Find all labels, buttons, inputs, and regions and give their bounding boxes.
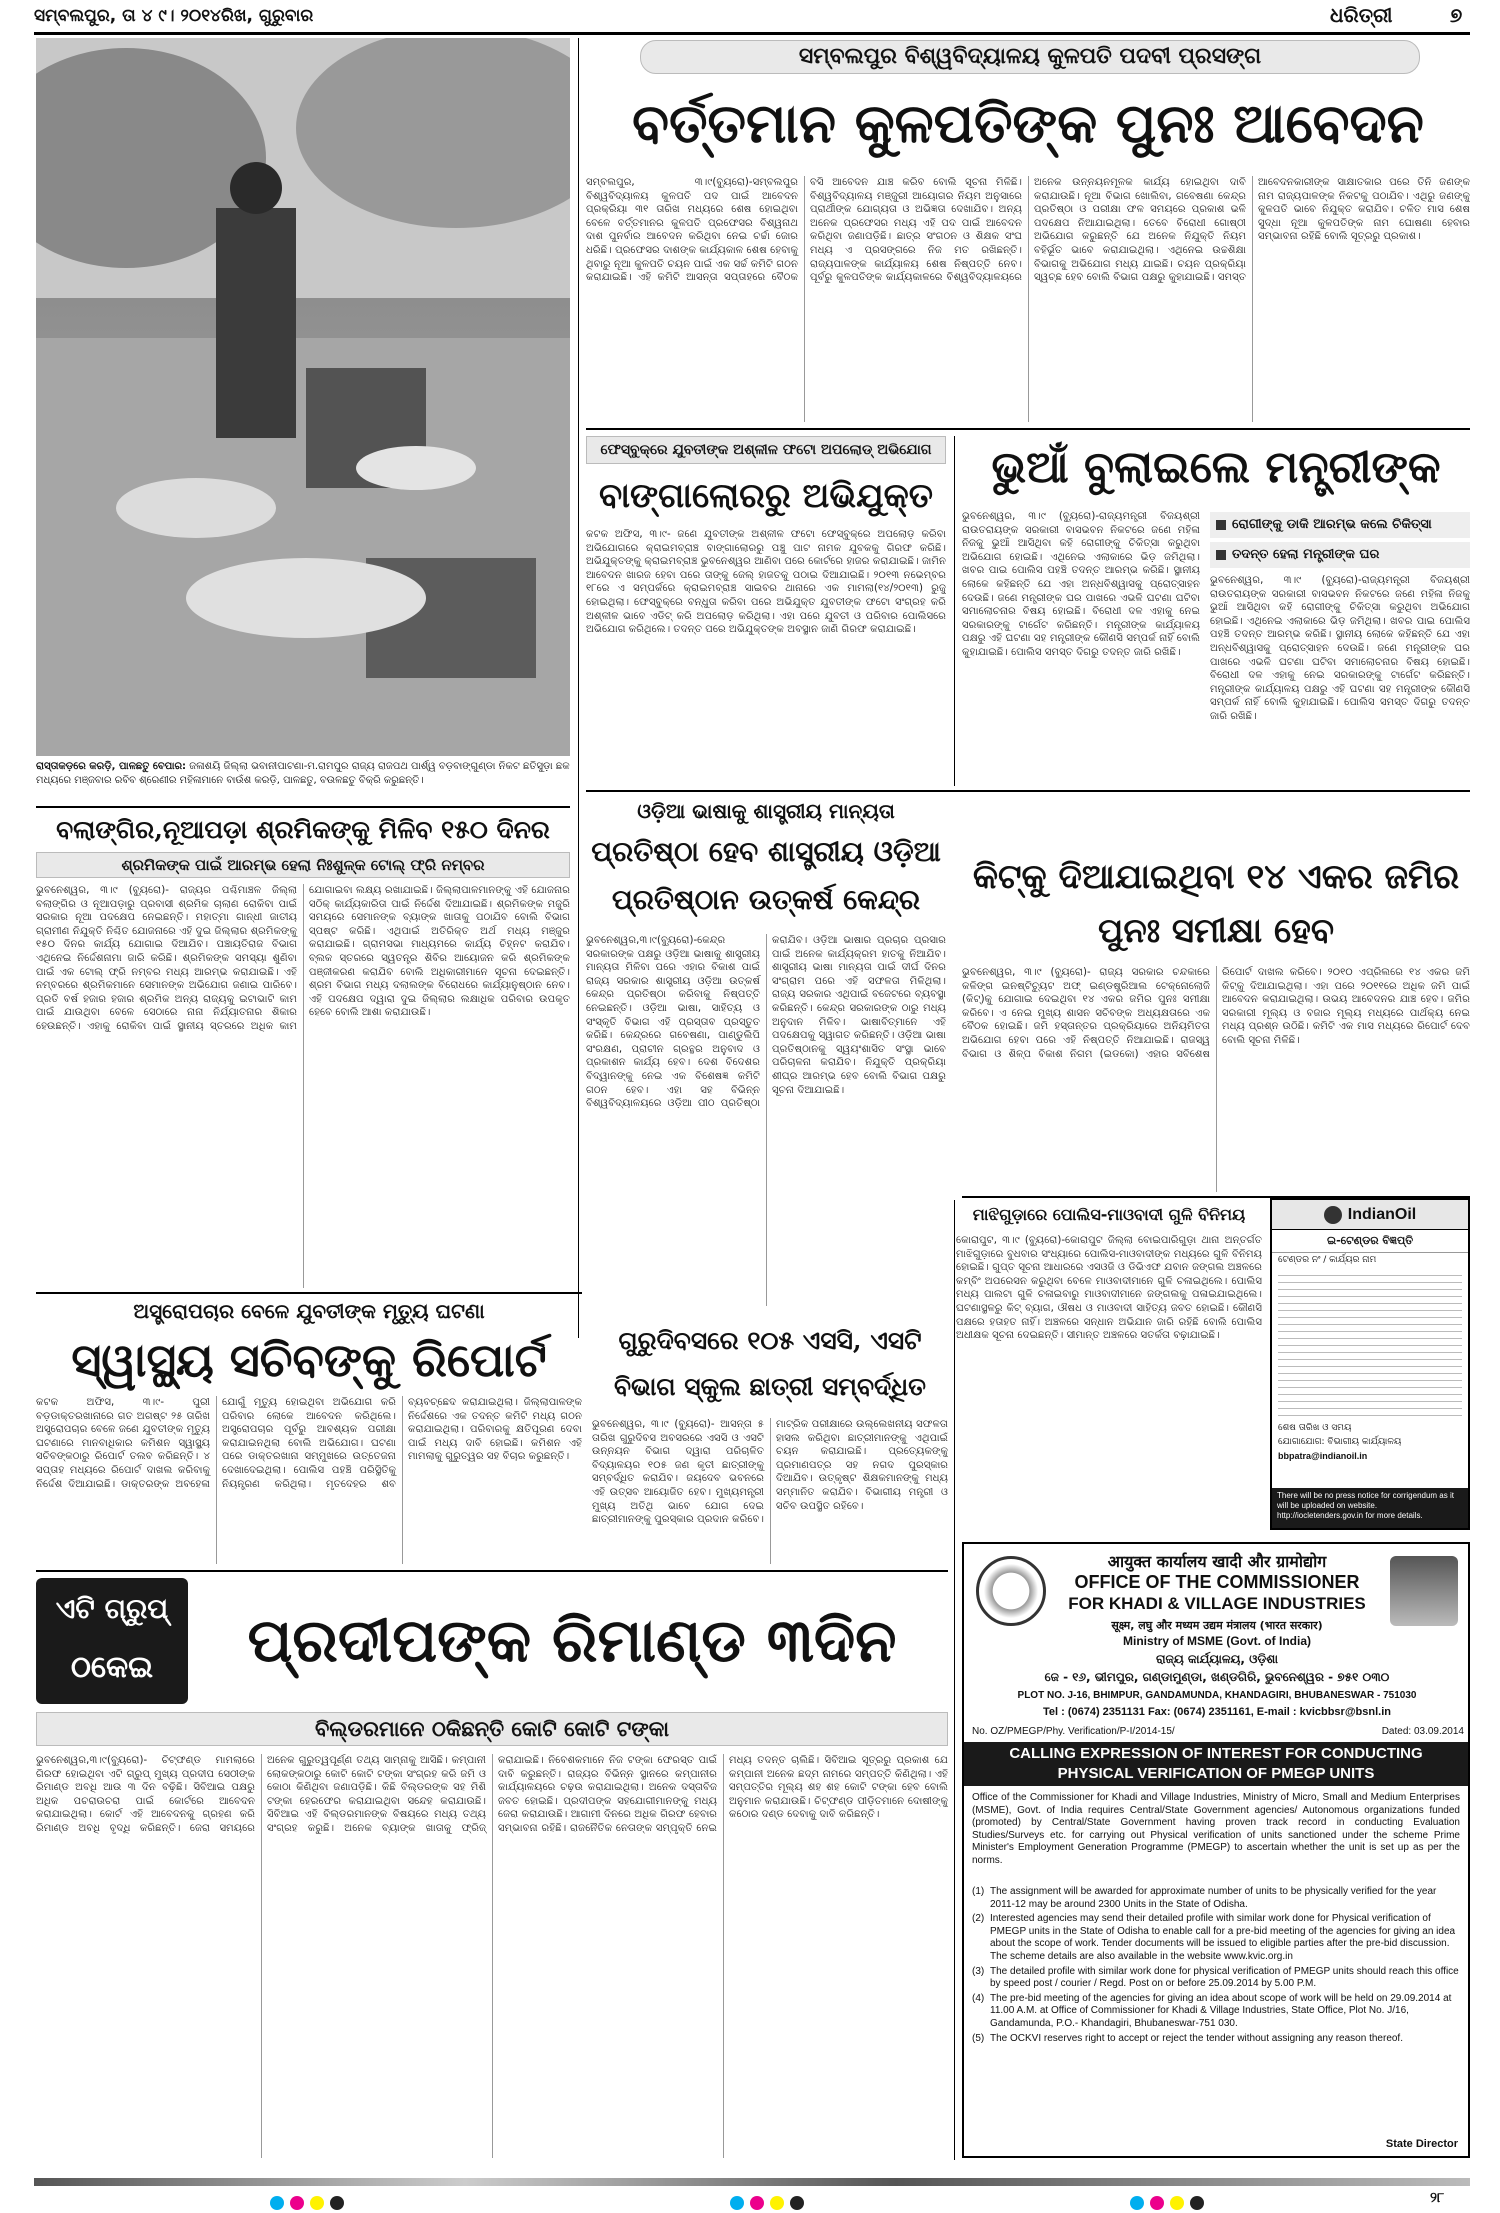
minister-sub1 [1210, 512, 1470, 538]
kvic-plot-or: ଜେ - ୧୬, ଭୀମପୁର, ଗଣ୍ଡାମୁଣ୍ଡା, ଖଣ୍ଡଗିରି, ଭୁବନେଶ୍ୱର - ୭୫୧ ୦୩୦ [1044, 1670, 1390, 1684]
iocl-brand: IndianOil [1347, 1205, 1417, 1223]
bolangir-headline: ବଲାଙ୍ଗିର,ନୂଆପଡ଼ା ଶ୍ରମିକଙ୍କୁ ମିଳିବ ୧୫୦ ଦିନର [56, 815, 550, 844]
reg-mark-yellow-2-icon [770, 2196, 784, 2210]
kvic-point-num-5: (5) [972, 2032, 985, 2044]
kvic-hindi-title: आयुक्त कार्यालय खादी और ग्रामोद्योग [1107, 1552, 1327, 1571]
maoist-headline: ମାଝିଗୁଡ଼ାରେ ପୋଲିସ-ମାଓବାଦୀ ଗୁଳି ବିନିମୟ [972, 1205, 1246, 1224]
kvic-logo-right-icon [1390, 1556, 1458, 1626]
ad-group-box [36, 1578, 188, 1704]
sub2-bullet-icon [1216, 550, 1226, 560]
bolangir-kicker: ଶ୍ରମିକଙ୍କ ପାଇଁ ଆରମ୍ଭ ହେଲା ନିଃଶୁଳ୍କ ଟୋଲ୍ ଫ୍ରି ନମ୍ବର [36, 852, 570, 878]
photo-caption-text: ଜଳାଶୟି ଜିଲ୍ଲା ଭବାନୀପାଟଣା-ମ.ରାମପୁର ରାଜ୍ୟ ରାଜପଥ ପାର୍ଶ୍ୱ ବଡ଼ବାଙ୍ଗୁଣ୍ଡା ନିକଟ ଛତିସୁଡ଼ା ଛକ ମଧ୍ୟରେ ମଞ୍ଜବାର ରବିବ ଶ୍ରେଣୀର ମହିଳାମାନେ ବାଉଁଶ କରଡ଼ି, ପାଳଛତୁ, ବଉଳଛତୁ ବିକ୍ରି କରୁଛନ୍ତି। [36, 761, 570, 786]
kvic-point-num-3: (3) [972, 1965, 985, 1977]
kvic-point-3 [972, 1966, 1460, 1991]
odia-headline: ପ୍ରତିଷ୍ଠା ହେବ ଶାସ୍ତ୍ରୀୟ ଓଡ଼ିଆ ପ୍ରତିଷ୍ଠାନ ଉତ୍କର୍ଷ କେନ୍ଦ୍ର [591, 835, 941, 916]
footer-rule [34, 2178, 1470, 2186]
health-rule-top [36, 1292, 582, 1294]
top-story-body: ସମ୍ବଲପୁର, ୩।୯(ବ୍ୟୁରୋ)-ସମ୍ବଲପୁର ବିଶ୍ୱବିଦ୍ୟାଳୟ କୁଳପତି ପଦ ପାଇଁ ଆବେଦନ ପ୍ରକ୍ରିୟା ୩୧ ତାରିଖ ମଧ୍ୟରେ ଶେଷ ହୋଇଥିବା ବେଳେ ବର୍ତ୍ତମାନର କୁଳପତି ପ୍ରଫେସର ବିଶ୍ୱନାଥ ଦାଶ ପୁନର୍ବାର ଆବେଦନ କରିଥିବା ନେଇ ଚର୍ଚ୍ଚା ଜୋର ଧରିଛି। ପ୍ରଫେସର ଦାଶଙ୍କ କାର୍ଯ୍ୟକାଳ ଶେଷ ହେବାକୁ ଥିବାରୁ ନୂଆ କୁଳପତି ଚୟନ ପାଇଁ ଏକ ସର୍ଚ୍ଚ କମିଟି ଗଠନ କରାଯାଇଛି। ଏହି କମିଟି ଆସନ୍ତା ସପ୍ତାହରେ ବୈଠକ ବସି ଆବେଦନ ଯାଞ୍ଚ କରିବ ବୋଲି ସୂଚନା ମିଳିଛି। ବିଶ୍ୱବିଦ୍ୟାଳୟ ମଞ୍ଜୁରୀ ଆୟୋଗର ନିୟମ ଅନୁସାରେ ପ୍ରାର୍ଥୀଙ୍କ ଯୋଗ୍ୟତା ଓ ଅଭିଜ୍ଞତା ଦେଖାଯିବ। ଅନ୍ୟ ଅନେକ ପ୍ରଫେସର ମଧ୍ୟ ଏହି ପଦ ପାଇଁ ଆବେଦନ କରିଥିବା ଜଣାପଡ଼ିଛି। ଛାତ୍ର ସଂଗଠନ ଓ ଶିକ୍ଷକ ସଂଘ ମଧ୍ୟ ଏ ପ୍ରସଙ୍ଗରେ ନିଜ ମତ ରଖିଛନ୍ତି। ରାଜ୍ୟପାଳଙ୍କ କାର୍ଯ୍ୟାଳୟ ଶେଷ ନିଷ୍ପତ୍ତି ନେବ। ପୂର୍ବରୁ କୁଳପତିଙ୍କ କାର୍ଯ୍ୟକାଳରେ ବିଶ୍ୱବିଦ୍ୟାଳୟରେ ଅନେକ ଉନ୍ନୟନମୂଳକ କାର୍ଯ୍ୟ ହୋଇଥିବା ଦାବି କରାଯାଉଛି। ନୂଆ ବିଭାଗ ଖୋଲିବା, ଗବେଷଣା କେନ୍ଦ୍ର ପ୍ରତିଷ୍ଠା ଓ ପରୀକ୍ଷା ଫଳ ସମୟରେ ପ୍ରକାଶ ଭଳି ପଦକ୍ଷେପ ନିଆଯାଇଥିଲା। ତେବେ ବିରୋଧୀ ଗୋଷ୍ଠୀ ଅଭିଯୋଗ କରୁଛନ୍ତି ଯେ ଅନେକ ନିଯୁକ୍ତି ନିୟମ ବହିର୍ଭୂତ ଭାବେ କରାଯାଇଥିଲା। ଏଥିନେଇ ଉଚ୍ଚଶିକ୍ଷା ବିଭାଗକୁ ଅଭିଯୋଗ ମଧ୍ୟ ଯାଇଛି। ଚୟନ ପ୍ରକ୍ରିୟା ସ୍ୱଚ୍ଛ ହେବ ବୋଲି ବିଭାଗ ପକ୍ଷରୁ କୁହାଯାଇଛି। ସମସ୍ତ ଆବେଦନକାରୀଙ୍କ ସାକ୍ଷାତକାର ପରେ ତିନି ଜଣଙ୍କ ନାମ ରାଜ୍ୟପାଳଙ୍କ ନିକଟକୁ ପଠାଯିବ। ଏଥିରୁ ଜଣଙ୍କୁ କୁଳପତି ଭାବେ ନିଯୁକ୍ତ କରାଯିବ। ଚଳିତ ମାସ ଶେଷ ସୁଦ୍ଧା ନୂଆ କୁଳପତିଙ୍କ ନାମ ଘୋଷଣା ହେବାର ସମ୍ଭାବନା ରହିଛି ବୋଲି ସୂତ୍ରରୁ ପ୍ରକାଶ। [586, 177, 1470, 284]
feature-photo-art [36, 38, 570, 756]
col-divider-left [578, 38, 579, 1338]
land-body: ଭୁବନେଶ୍ୱର, ୩।୯ (ବ୍ୟୁରୋ)- ରାଜ୍ୟ ସରକାର ଚନ୍ଦକାରେ କଳିଙ୍ଗ ଇନଷ୍ଟିଚ୍ୟୁଟ ଅଫ୍ ଇଣ୍ଡଷ୍ଟ୍ରିଆଲ ଟେକ୍ନୋଲୋଜି (କିଟ୍)କୁ ଯୋଗାଇ ଦେଇଥିବା ୧୪ ଏକର ଜମିର ପୁନଃ ସମୀକ୍ଷା କରିବେ। ଏ ନେଇ ମୁଖ୍ୟ ଶାସନ ସଚିବଙ୍କ ଅଧ୍ୟକ୍ଷତାରେ ଏକ ବୈଠକ ହୋଇଛି। ଜମି ହସ୍ତାନ୍ତର ପ୍ରକ୍ରିୟାରେ ଅନିୟମିତତା ଅଭିଯୋଗ ହେବା ପରେ ଏହି ନିଷ୍ପତ୍ତି ନିଆଯାଇଛି। ରାଜସ୍ୱ ବିଭାଗ ଓ ଶିଳ୍ପ ବିକାଶ ନିଗମ (ଇଡକୋ) ଏହାର ସବିଶେଷ ରିପୋର୍ଟ ଦାଖଲ କରିବେ। ୨୦୧୦ ଏପ୍ରିଲରେ ୧୪ ଏକର ଜମି କିଟ୍‌କୁ ଦିଆଯାଇଥିଲା। ଏହା ପରେ ୨୦୧୧ରେ ଅଧିକ ଜମି ପାଇଁ ଆବେଦନ କରାଯାଇଥିଲା। ଉଭୟ ଆବେଦନର ଯାଞ୍ଚ ହେବ। ଜମିର ସରକାରୀ ମୂଲ୍ୟ ଓ ବଜାର ମୂଲ୍ୟ ମଧ୍ୟରେ ପାର୍ଥକ୍ୟ ନେଇ ମଧ୍ୟ ପ୍ରଶ୍ନ ଉଠିଛି। କମିଟି ଏକ ମାସ ମଧ୍ୟରେ ରିପୋର୍ଟ ଦେବ ବୋଲି ସୂଚନା ମିଳିଛି। [962, 967, 1470, 1060]
land-headline: କିଟ୍‌କୁ ଦିଆଯାଇଥିବା ୧୪ ଏକର ଜମିର ପୁନଃ ସମୀକ୍ଷା ହେବ [972, 857, 1460, 951]
iocl-ad-footer: There will be no press notice for corrigendum as it will be uploaded on website. http://iocletenders.gov.in for more details. [1272, 1488, 1468, 1528]
ad-group-line1: ଏଟି ଗ୍ରୁପ୍ [55, 1592, 169, 1625]
top-story-kicker: ସମ୍ବଲପୁର ବିଶ୍ୱବିଦ୍ୟାଳୟ କୁଳପତି ପଦବୀ ପ୍ରସଙ୍ଗ [640, 40, 1420, 74]
kvic-point-text-3: The detailed profile with similar work done for physical verification of PMEGP units should reach this office by speed post / courier / Regd. Post on or before 25.09.2014 by 5.00 P.M. [990, 1965, 1459, 1990]
col-divider-right [954, 1200, 955, 2160]
kvic-points [972, 1886, 1460, 2130]
kvic-title1: OFFICE OF THE COMMISSIONER [1074, 1572, 1360, 1592]
photo-caption [36, 760, 570, 804]
kvic-point-text-2: Interested agencies may send their detailed profile with similar work done for Physical verification of PMEGP units in the State of Odisha to enable call for a pre-bid meeting of the agencies for giving an idea about the scope of work. Tender documents will be issued to eligible parties after the pre-bid discussion. The scheme details are also available in the website www.kvic.org.in [990, 1913, 1456, 1962]
kvic-point-num-1: (1) [972, 1886, 985, 1897]
iocl-ad-line-2: ଯୋଗାଯୋଗ: ବିଭାଗୀୟ କାର୍ଯ୍ୟାଳୟ [1278, 1437, 1402, 1447]
kvic-point-text-1: The assignment will be awarded for approximate number of units to be physically verified for the year 2011-12 may be around 2300 Units in the State of Odisha. [990, 1886, 1437, 1910]
kvic-title2: FOR KHADI & VILLAGE INDUSTRIES [1068, 1594, 1366, 1613]
iocl-ad [1270, 1198, 1470, 1530]
iocl-ad-line-1: ଶେଷ ତାରିଖ ଓ ସମୟ [1278, 1423, 1352, 1433]
kvic-dated: Dated: 03.09.2014 [1381, 1726, 1464, 1737]
iocl-ad-line-3: bbpatra@indianoil.in [1278, 1451, 1368, 1461]
page-number: ୭ [1450, 3, 1463, 27]
minister-sub2 [1210, 542, 1470, 568]
odia-kicker: ଓଡ଼ିଆ ଭାଷାକୁ ଶାସ୍ତ୍ରୀୟ ମାନ୍ୟତା [637, 799, 895, 823]
reg-mark-cyan-3-icon [1130, 2196, 1144, 2210]
kvic-ministry-en: Ministry of MSME (Govt. of India) [1123, 1634, 1311, 1648]
footer-page-marker: ୨୮ [1430, 2190, 1445, 2206]
minister-sub2-text: ତଦନ୍ତ ହେଲା ମନ୍ତ୍ରୀଙ୍କ ଘର [1232, 547, 1380, 562]
kvic-ref-no: No. OZ/PMEGP/Phy. Verification/P-I/2014-15/ [972, 1726, 1175, 1737]
maoist-body: କୋରାପୁଟ, ୩।୯ (ବ୍ୟୁରୋ)-କୋରାପୁଟ ଜିଲ୍ଲା ବୋଇପାରିଗୁଡ଼ା ଥାନା ଅନ୍ତର୍ଗତ ମାଝିଗୁଡ଼ାରେ ବୁଧବାର ସଂଧ୍ୟାରେ ପୋଲିସ-ମାଓବାଦୀଙ୍କ ମଧ୍ୟରେ ଗୁଳି ବିନିମୟ ହୋଇଛି। ଗୁପ୍ତ ସୂଚନା ଆଧାରରେ ଏସଓଜି ଓ ଡିଭିଏଫ ଯବାନ ଜଙ୍ଗଲ ଅଞ୍ଚଳରେ କମ୍ବିଂ ଅପରେସନ କରୁଥିବା ବେଳେ ମାଓବାଦୀମାନେ ଗୁଳି ଚଳାଇଥିଲେ। ପୋଲିସ ମଧ୍ୟ ପାଲଟା ଗୁଳି ଚଳାଇବାରୁ ମାଓବାଦୀମାନେ ଜଙ୍ଗଲକୁ ପଳାଇଯାଇଥିଲେ। ଘଟଣାସ୍ଥଳରୁ କିଟ୍ ବ୍ୟାଗ, ଔଷଧ ଓ ମାଓବାଦୀ ସାହିତ୍ୟ ଜବତ ହୋଇଛି। କୌଣସି ପକ୍ଷରେ ହତାହତ ନାହିଁ। ଅଞ୍ଚଳରେ ସନ୍ଧାନ ଅଭିଯାନ ଜାରି ରହିଛି ବୋଲି ପୋଲିସ ଅଧୀକ୍ଷକ ସୂଚନା ଦେଇଛନ୍ତି। ସୀମାନ୍ତ ଅଞ୍ଚଳରେ ସତର୍କତା ବଢ଼ାଯାଇଛି। [956, 1235, 1262, 1342]
iocl-ad-line-0: ଟେଣ୍ଡର ନଂ / କାର୍ଯ୍ୟର ନାମ [1272, 1252, 1468, 1267]
feature-photo [36, 38, 570, 756]
facebook-kicker: ଫେସ୍‌ବୁକ୍‌ରେ ଯୁବତୀଙ୍କ ଅଶ୍ଳୀଳ ଫଟୋ ଅପଲୋଡ୍ ଅଭିଯୋଗ [586, 436, 946, 464]
odia-body: ଭୁବନେଶ୍ୱର,୩।୯(ବ୍ୟୁରୋ)-କେନ୍ଦ୍ର ସରକାରଙ୍କ ପକ୍ଷରୁ ଓଡ଼ିଆ ଭାଷାକୁ ଶାସ୍ତ୍ରୀୟ ମାନ୍ୟତା ମିଳିବା ପରେ ଏହାର ବିକାଶ ପାଇଁ ରାଜ୍ୟ ସରକାର ଶାସ୍ତ୍ରୀୟ ଓଡ଼ିଆ ଉତ୍କର୍ଷ କେନ୍ଦ୍ର ପ୍ରତିଷ୍ଠା କରିବାକୁ ନିଷ୍ପତ୍ତି ନେଇଛନ୍ତି। ଓଡ଼ିଆ ଭାଷା, ସାହିତ୍ୟ ଓ ସଂସ୍କୃତି ବିଭାଗ ଏହି ପ୍ରସ୍ତାବ ପ୍ରସ୍ତୁତ କରିଛି। କେନ୍ଦ୍ରରେ ଗବେଷଣା, ପାଣ୍ଡୁଲିପି ସଂରକ୍ଷଣ, ପ୍ରାଚୀନ ଗ୍ରନ୍ଥର ଅନୁବାଦ ଓ ପ୍ରକାଶନ କାର୍ଯ୍ୟ ହେବ। ଦେଶ ବିଦେଶର ବିଦ୍ୱାନଙ୍କୁ ନେଇ ଏକ ବିଶେଷଜ୍ଞ କମିଟି ଗଠନ ହେବ। ଏହା ସହ ବିଭିନ୍ନ ବିଶ୍ୱବିଦ୍ୟାଳୟରେ ଓଡ଼ିଆ ପୀଠ ପ୍ରତିଷ୍ଠା କରାଯିବ। ଓଡ଼ିଆ ଭାଷାର ପ୍ରଚାର ପ୍ରସାର ପାଇଁ ଅନେକ କାର୍ଯ୍ୟକ୍ରମ ହାତକୁ ନିଆଯିବ। ଶାସ୍ତ୍ରୀୟ ଭାଷା ମାନ୍ୟତା ପାଇଁ ଦୀର୍ଘ ଦିନର ସଂଗ୍ରାମ ପରେ ଏହି ସଫଳତା ମିଳିଥିଲା। ରାଜ୍ୟ ସରକାର ଏଥିପାଇଁ ବଜେଟରେ ବ୍ୟବସ୍ଥା କରିଛନ୍ତି। କେନ୍ଦ୍ର ସରକାରଙ୍କ ଠାରୁ ମଧ୍ୟ ଅନୁଦାନ ମିଳିବ। ଭାଷାବିତ୍ମାନେ ଏହି ପଦକ୍ଷେପକୁ ସ୍ୱାଗତ କରିଛନ୍ତି। ଓଡ଼ିଆ ଭାଷା ପ୍ରତିଷ୍ଠାନକୁ ସ୍ୱୟଂଶାସିତ ସଂସ୍ଥା ଭାବେ ପରିଚାଳନା କରାଯିବ। ନିଯୁକ୍ତି ପ୍ରକ୍ରିୟା ଶୀଘ୍ର ଆରମ୍ଭ ହେବ ବୋଲି ବିଭାଗ ପକ୍ଷରୁ ସୂଚନା ଦିଆଯାଇଛି। [586, 935, 946, 1110]
kvic-point-text-4: The pre-bid meeting of the agencies for giving an idea about scope of work will be held on 29.09.2014 at 11.00 A.M. at Office of Commissioner for Khadi & Village Industries, State Office, Plot No. J/16, Gandamunda, P.O.- Khandagiri, Bhubaneswar-751 030. [990, 1992, 1452, 2029]
health-body: କଟକ ଅଫିସ, ୩।୯- ପୁରୀ ବଡ଼ଡାକ୍ତରଖାନାରେ ଗତ ଅଗଷ୍ଟ ୨୫ ତାରିଖ ଅସ୍ତ୍ରୋପଚାର ବେଳେ ଜଣେ ଯୁବତୀଙ୍କ ମୃତ୍ୟୁ ଘଟଣାରେ ମାନବାଧିକାର କମିଶନ ସ୍ୱାସ୍ଥ୍ୟ ସଚିବଙ୍କଠାରୁ ରିପୋର୍ଟ ତଲବ କରିଛନ୍ତି। ୪ ସପ୍ତାହ ମଧ୍ୟରେ ରିପୋର୍ଟ ଦାଖଲ କରିବାକୁ ନିର୍ଦ୍ଦେଶ ଦିଆଯାଇଛି। ଡାକ୍ତରଙ୍କ ଅବହେଳା ଯୋଗୁଁ ମୃତ୍ୟୁ ହୋଇଥିବା ଅଭିଯୋଗ କରି ପରିବାର ଲୋକେ ଆବେଦନ କରିଥିଲେ। ଅସ୍ତ୍ରୋପଚାର ପୂର୍ବରୁ ଆବଶ୍ୟକ ପରୀକ୍ଷା କରାଯାଇନଥିଲା ବୋଲି ଅଭିଯୋଗ। ଘଟଣା ପରେ ଡାକ୍ତରଖାନା ସମ୍ମୁଖରେ ଉତ୍ତେଜନା ଦେଖାଦେଇଥିଲା। ପୋଲିସ ପହଞ୍ଚି ପରିସ୍ଥିତିକୁ ନିୟନ୍ତ୍ରଣ କରିଥିଲା। ମୃତଦେହର ଶବ ବ୍ୟବଚ୍ଛେଦ କରାଯାଇଥିଲା। ଜିଲ୍ଲାପାଳଙ୍କ ନିର୍ଦ୍ଦେଶରେ ଏକ ତଦନ୍ତ କମିଟି ମଧ୍ୟ ଗଠନ କରାଯାଇଥିଲା। ପରିବାରକୁ କ୍ଷତିପୂରଣ ଦେବା ପାଇଁ ମଧ୍ୟ ଦାବି ହୋଇଛି। କମିଶନ ଏହି ମାମଲାକୁ ଗୁରୁତ୍ୱର ସହ ବିଚାର କରୁଛନ୍ତି। [36, 1397, 582, 1490]
kvic-point-4 [972, 1993, 1460, 2031]
reg-mark-cyan-2-icon [730, 2196, 744, 2210]
kvic-point-text-5: The OCKVI reserves right to accept or reject the tender without assigning any reason thereof. [990, 2032, 1403, 2044]
kvic-point-1 [972, 1886, 1460, 1911]
school-headline: ଗୁରୁଦିବସରେ ୧୦୫ ଏସସି, ଏସଟି ବିଭାଗ ସ୍କୁଲ ଛାତ୍ରୀ ସମ୍ବର୍ଦ୍ଧିତ [613, 1326, 927, 1401]
reg-mark-yellow-icon [310, 2196, 324, 2210]
facebook-headline: ବାଙ୍ଗାଲୋରରୁ ଅଭିଯୁକ୍ତ [599, 476, 933, 516]
reg-mark-yellow-3-icon [1170, 2196, 1184, 2210]
masthead-brand: ଧରିତ୍ରୀ [1330, 3, 1393, 27]
kvic-state-office: ରାଜ୍ୟ କାର୍ଯ୍ୟାଳୟ, ଓଡ଼ିଶା [1156, 1652, 1278, 1666]
kvic-contact: Tel : (0674) 2351131 Fax: (0674) 2351161, E-mail : kvicbbsr@bsnl.in [1042, 1706, 1392, 1718]
top-story-headline: ବର୍ତ୍ତମାନ କୁଳପତିଙ୍କ ପୁନଃ ଆବେଦନ [632, 91, 1424, 155]
footer-strip [0, 2166, 1500, 2213]
kvic-point-2 [972, 1913, 1460, 1963]
minister-sub1-text: ରୋଗୀଙ୍କୁ ଡାକି ଆରମ୍ଭ କଲେ ଚିକିତ୍ସା [1232, 517, 1432, 532]
kvic-ministry-hi: सूक्ष्म, लघु और मध्यम उद्यम मंत्रालय (भारत सरकार) [1111, 1619, 1323, 1632]
masthead [0, 0, 1500, 34]
bolangir-rule-top [36, 806, 570, 808]
remand-kicker: ବିଲ୍ଡରମାନେ ଠକିଛନ୍ତି କୋଟି କୋଟି ଟଙ୍କା [36, 1712, 948, 1746]
minister-headline: ଭୁଆଁ ବୁଲାଇଲେ ମନ୍ତ୍ରୀଙ୍କ [991, 442, 1441, 493]
bolangir-body: ଭୁବନେଶ୍ୱର, ୩।୯ (ବ୍ୟୁରୋ)- ରାଜ୍ୟର ପଶ୍ଚିମାଞ୍ଚଳ ଜିଲ୍ଲା ବଲାଙ୍ଗିର ଓ ନୂଆପଡ଼ାରୁ ପ୍ରବାସୀ ଶ୍ରମିକ ଚାଲାଣ ରୋକିବା ପାଇଁ ସରକାର ନୂଆ ପଦକ୍ଷେପ ନେଇଛନ୍ତି। ମହାତ୍ମା ଗାନ୍ଧୀ ଜାତୀୟ ଗ୍ରାମୀଣ ନିଯୁକ୍ତି ନିଶ୍ଚିତ ଯୋଜନାରେ ଏହି ଦୁଇ ଜିଲ୍ଲାର ଶ୍ରମିକଙ୍କୁ ୧୫୦ ଦିନର କାର୍ଯ୍ୟ ଯୋଗାଇ ଦିଆଯିବ। ପଞ୍ଚାୟତିରାଜ ବିଭାଗ ଏଥିନେଇ ନିର୍ଦ୍ଦେଶନାମା ଜାରି କରିଛି। ଶ୍ରମିକଙ୍କ ସମସ୍ୟା ଶୁଣିବା ପାଇଁ ଏକ ଟୋଲ୍ ଫ୍ରି ନମ୍ବର ମଧ୍ୟ ଆରମ୍ଭ କରାଯାଇଛି। ଏହି ନମ୍ବରରେ ଶ୍ରମିକମାନେ ସେମାନଙ୍କ ଅଭିଯୋଗ ଜଣାଇ ପାରିବେ। ପ୍ରତି ବର୍ଷ ହଜାର ହଜାର ଶ୍ରମିକ ଅନ୍ୟ ରାଜ୍ୟକୁ ଇଟାଭାଟି କାମ ପାଇଁ ଯାଉଥିବା ବେଳେ ସେଠାରେ ନାନା ନିର୍ଯ୍ୟାତନାର ଶିକାର ହେଉଛନ୍ତି। ଏହାକୁ ରୋକିବା ପାଇଁ ସ୍ଥାନୀୟ ସ୍ତରରେ ଅଧିକ କାମ ଯୋଗାଇବା ଲକ୍ଷ୍ୟ ରଖାଯାଇଛି। ଜିଲ୍ଲାପାଳମାନଙ୍କୁ ଏହି ଯୋଜନାର ସଠିକ୍ କାର୍ଯ୍ୟକାରିତା ପାଇଁ ନିର୍ଦ୍ଦେଶ ଦିଆଯାଇଛି। ଶ୍ରମିକଙ୍କ ମଜୁରି ସମୟରେ ସେମାନଙ୍କ ବ୍ୟାଙ୍କ ଖାତାକୁ ପଠାଯିବ ବୋଲି ବିଭାଗ ସ୍ପଷ୍ଟ କରିଛି। ଏଥିପାଇଁ ଅତିରିକ୍ତ ଅର୍ଥ ମଧ୍ୟ ମଞ୍ଜୁର କରାଯାଇଛି। ଗ୍ରାମସଭା ମାଧ୍ୟମରେ କାର୍ଯ୍ୟ ଚିହ୍ନଟ କରାଯିବ। ବ୍ଲକ ସ୍ତରରେ ସ୍ୱତନ୍ତ୍ର ଶିବିର ଆୟୋଜନ କରି ଶ୍ରମିକଙ୍କ ପଞ୍ଜୀକରଣ କରାଯିବ ବୋଲି ଅଧିକାରୀମାନେ ସୂଚନା ଦେଇଛନ୍ତି। ଶ୍ରମ ବିଭାଗ ମଧ୍ୟ ଦଲାଲଙ୍କ ବିରୋଧରେ କାର୍ଯ୍ୟାନୁଷ୍ଠାନ ନେବ। ଏହି ପଦକ୍ଷେପ ଦ୍ୱାରା ଦୁଇ ଜିଲ୍ଲାର ଲକ୍ଷାଧିକ ପରିବାର ଉପକୃତ ହେବେ ବୋଲି ଆଶା କରାଯାଉଛି। [36, 885, 570, 1032]
kvic-banner: CALLING EXPRESSION OF INTEREST FOR CONDUCTING PHYSICAL VERIFICATION OF PMEGP UNITS [964, 1742, 1468, 1786]
ad-group-line2: ଠକେଇ [70, 1650, 154, 1685]
photo-caption-lead: ରାସ୍ତାକଡ଼ରେ କରଡ଼ି, ପାଳଛତୁ ବେପାର: [36, 761, 187, 772]
reg-mark-cyan-icon [270, 2196, 284, 2210]
iocl-ad-title: ଇ-ଟେଣ୍ଡର ବିଜ୍ଞପ୍ତି [1326, 1234, 1414, 1247]
kvic-ad [962, 1542, 1470, 2158]
odia-rule-top [586, 790, 1470, 792]
kvic-plot-en: PLOT NO. J-16, BHIMPUR, GANDAMUNDA, KHANDAGIRI, BHUBANESWAR - 751030 [1017, 1690, 1417, 1701]
health-kicker: ଅସ୍ତ୍ରୋପଚାର ବେଳେ ଯୁବତୀଙ୍କ ମୃତ୍ୟୁ ଘଟଣା [133, 1299, 485, 1323]
kvic-point-num-4: (4) [972, 1992, 985, 2004]
kvic-signature: State Director [1385, 2138, 1458, 2150]
facebook-body: କଟକ ଅଫିସ, ୩।୯- ଜଣେ ଯୁବତୀଙ୍କ ଅଶ୍ଳୀଳ ଫଟୋ ଫେସ୍‌ବୁକ୍‌ରେ ଅପଲୋଡ଼ କରିବା ଅଭିଯୋଗରେ କ୍ରାଇମବ୍ରାଞ୍ଚ ବାଙ୍ଗାଲୋରରୁ ପଞ୍ଚୁ ପାଟ ନାମକ ଯୁବକକୁ ଗିରଫ କରିଛି। ଅଭିଯୁକ୍ତଙ୍କୁ କ୍ରାଇମବ୍ରାଞ୍ଚ ଭୁବନେଶ୍ୱର ଆଣିବା ପରେ କୋର୍ଟରେ ହାଜର କରାଯାଇଛି। ଜାମିନ ଆବେଦନ ଖାରଜ ହେବା ପରେ ତାଙ୍କୁ ଜେଲ୍ ହାଜତକୁ ପଠାଇ ଦିଆଯାଇଛି। ୨୦୧୩ ନଭେମ୍ବର ୧୮ରେ ଏ ସମ୍ପର୍କରେ କ୍ରାଇମବ୍ରାଞ୍ଚ ସାଇବର ଥାନାରେ ଏକ ମାମଲା(୧୪/୨୦୧୩) ରୁଜୁ ହୋଇଥିଲା। ଫେସ୍‌ବୁକ୍‌ରେ ବନ୍ଧୁତା କରିବା ପରେ ଅଭିଯୁକ୍ତ ଯୁବତୀଙ୍କ ଫଟୋ ସଂଗ୍ରହ କରି ଅଶ୍ଳୀଳ ଭାବେ ଏଡିଟ୍ କରି ଅପଲୋଡ଼ କରିଥିଲା। ଏହା ପରେ ଯୁବତୀ ଓ ପରିବାର ପୋଲିସରେ ଅଭିଯୋଗ କରିଥିଲେ। ତଦନ୍ତ ପରେ ଅଭିଯୁକ୍ତଙ୍କ ଅବସ୍ଥାନ ଜାଣି ଗିରଫ କରାଯାଇଛି। [586, 529, 946, 636]
iocl-ad-filler [1278, 1269, 1462, 1419]
school-body: ଭୁବନେଶ୍ୱର, ୩।୯ (ବ୍ୟୁରୋ)- ଆସନ୍ତା ୫ ତାରିଖ ଗୁରୁଦିବସ ଅବସରରେ ଏସସି ଓ ଏସଟି ଉନ୍ନୟନ ବିଭାଗ ଦ୍ୱାରା ପରିଚାଳିତ ବିଦ୍ୟାଳୟର ୧୦୫ ଜଣ କୃତୀ ଛାତ୍ରୀଙ୍କୁ ସମ୍ବର୍ଦ୍ଧିତ କରାଯିବ। ଜୟଦେବ ଭବନରେ ଏହି ଉତ୍ସବ ଆୟୋଜିତ ହେବ। ମୁଖ୍ୟମନ୍ତ୍ରୀ ମୁଖ୍ୟ ଅତିଥି ଭାବେ ଯୋଗ ଦେଇ ଛାତ୍ରୀମାନଙ୍କୁ ପୁରସ୍କାର ପ୍ରଦାନ କରିବେ। ମାଟ୍ରିକ ପରୀକ୍ଷାରେ ଉଲ୍ଲେଖନୀୟ ସଫଳତା ହାସଲ କରିଥିବା ଛାତ୍ରୀମାନଙ୍କୁ ଏଥିପାଇଁ ଚୟନ କରାଯାଇଛି। ପ୍ରତ୍ୟେକଙ୍କୁ ପ୍ରମାଣପତ୍ର ସହ ନଗଦ ପୁରସ୍କାର ଦିଆଯିବ। ଉତ୍କୃଷ୍ଟ ଶିକ୍ଷକମାନଙ୍କୁ ମଧ୍ୟ ସମ୍ମାନିତ କରାଯିବ। ବିଭାଗୀୟ ମନ୍ତ୍ରୀ ଓ ସଚିବ ଉପସ୍ଥିତ ରହିବେ। [592, 1419, 948, 1526]
kvic-logo-left-icon [976, 1556, 1046, 1626]
health-headline: ସ୍ୱାସ୍ଥ୍ୟ ସଚିବଙ୍କୁ ରିପୋର୍ଟ [71, 1333, 547, 1387]
reg-mark-magenta-3-icon [1150, 2196, 1164, 2210]
remand-headline: ପ୍ରଦୀପଙ୍କ ରିମାଣ୍ଡ ୩ଦିନ [247, 1606, 897, 1676]
top-story-rule [586, 428, 1470, 430]
kvic-intro: Office of the Commissioner for Khadi and Village Industries, Ministry of Micro, Small and Medium Enterprises (MSME), Govt. of India requires Central/State Government agencies/ Autonomous organizations funded (promoted) by Central/State Government having proven track record in conducting Evaluation Studies/Surveys etc. for carrying out Physical verification of units sanctioned under the scheme Prime Minister's Employment Generation Programme (PMEGP) to ascertain whether the unit is set up as per the norms. [972, 1792, 1460, 1866]
remand-rule-top [36, 1570, 948, 1572]
reg-mark-black-3-icon [1190, 2196, 1204, 2210]
remand-body: ଭୁବନେଶ୍ୱର,୩।୯(ବ୍ୟୁରୋ)- ଚିଟ୍‌ଫଣ୍ଡ ମାମଲାରେ ଗିରଫ ହୋଇଥିବା ଏଟି ଗ୍ରୁପ୍ ମୁଖ୍ୟ ପ୍ରଦୀପ ସେଠୀଙ୍କ ରିମାଣ୍ଡ ଅବଧି ଆଉ ୩ ଦିନ ବଢ଼ିଛି। ସିବିଆଇ ପକ୍ଷରୁ ଅଧିକ ପଚରାଉଚରା ପାଇଁ କୋର୍ଟରେ ଆବେଦନ କରାଯାଇଥିଲା। କୋର୍ଟ ଏହି ଆବେଦନକୁ ଗ୍ରହଣ କରି ରିମାଣ୍ଡ ଅବଧି ବୃଦ୍ଧି କରିଛନ୍ତି। ଜେରା ସମୟରେ ଅନେକ ଗୁରୁତ୍ୱପୂର୍ଣ୍ଣ ତଥ୍ୟ ସାମ୍ନାକୁ ଆସିଛି। କମ୍ପାନୀ ଲୋକଙ୍କଠାରୁ କୋଟି କୋଟି ଟଙ୍କା ସଂଗ୍ରହ କରି ଜମି ଓ କୋଠା କିଣିଥିବା ଜଣାପଡ଼ିଛି। କିଛି ବିଲ୍ଡରଙ୍କ ସହ ମିଶି ଟଙ୍କା ହେରଫେର କରାଯାଇଥିବା ସନ୍ଦେହ କରାଯାଉଛି। ସିବିଆଇ ଏହି ବିଲ୍ଡରମାନଙ୍କ ବିଷୟରେ ମଧ୍ୟ ତଥ୍ୟ ସଂଗ୍ରହ କରୁଛି। ଅନେକ ବ୍ୟାଙ୍କ ଖାତାକୁ ଫ୍ରିଜ୍ କରାଯାଇଛି। ନିବେଶକମାନେ ନିଜ ଟଙ୍କା ଫେରସ୍ତ ପାଇଁ ଦାବି କରୁଛନ୍ତି। ରାଜ୍ୟର ବିଭିନ୍ନ ସ୍ଥାନରେ କମ୍ପାନୀର କାର୍ଯ୍ୟାଳୟରେ ଚଢ଼ଉ କରାଯାଇଥିଲା। ଅନେକ ଦସ୍ତାବିଜ ଜବତ ହୋଇଛି। ପ୍ରଦୀପଙ୍କ ସହଯୋଗୀମାନଙ୍କୁ ମଧ୍ୟ ଜେରା କରାଯାଉଛି। ଆଗାମୀ ଦିନରେ ଅଧିକ ଗିରଫ ହେବାର ସମ୍ଭାବନା ରହିଛି। ରାଜନୈତିକ ନେତାଙ୍କ ସମ୍ପୃକ୍ତି ନେଇ ମଧ୍ୟ ତଦନ୍ତ ଚାଲିଛି। ସିବିଆଇ ସୂତ୍ରରୁ ପ୍ରକାଶ ଯେ କମ୍ପାନୀ ଅନେକ ଛଦ୍ମ ନାମରେ ସମ୍ପତ୍ତି କିଣିଥିଲା। ଏହି ସମ୍ପତ୍ତିର ମୂଲ୍ୟ ଶହ ଶହ କୋଟି ଟଙ୍କା ହେବ ବୋଲି ଅନୁମାନ କରାଯାଉଛି। ଚିଟ୍‌ଫଣ୍ଡ ପୀଡ଼ିତମାନେ ଦୋଷୀଙ୍କୁ କଠୋର ଦଣ୍ଡ ଦେବାକୁ ଦାବି କରିଛନ୍ତି। [36, 1755, 948, 1834]
reg-mark-black-icon [330, 2196, 344, 2210]
minister-body-b: ଭୁବନେଶ୍ୱର, ୩।୯ (ବ୍ୟୁରୋ)-ରାଜ୍ୟମନ୍ତ୍ରୀ ବିଜୟଶ୍ରୀ ରାଉତରାୟଙ୍କ ସରକାରୀ ବାସଭବନ ନିକଟରେ ଜଣେ ମହିଳା ନିଜକୁ ଭୁଆଁ ଆସିଥିବା କହି ରୋଗୀଙ୍କୁ ଚିକିତ୍ସା କରୁଥିବା ଅଭିଯୋଗ ହୋଇଛି। ଏଥିନେଇ ଏଲାକାରେ ଭିଡ଼ ଜମିଥିଲା। ଖବର ପାଇ ପୋଲିସ ପହଞ୍ଚି ତଦନ୍ତ ଆରମ୍ଭ କରିଛି। ସ୍ଥାନୀୟ ଲୋକେ କହିଛନ୍ତି ଯେ ଏହା ଅନ୍ଧବିଶ୍ୱାସକୁ ପ୍ରୋତ୍ସାହନ ଦେଉଛି। ଜଣେ ମନ୍ତ୍ରୀଙ୍କ ଘର ପାଖରେ ଏଭଳି ଘଟଣା ଘଟିବା ସମାଲୋଚନାର ବିଷୟ ହୋଇଛି। ବିରୋଧୀ ଦଳ ଏହାକୁ ନେଇ ସରକାରଙ୍କୁ ଟାର୍ଗେଟ କରିଛନ୍ତି। ମନ୍ତ୍ରୀଙ୍କ କାର୍ଯ୍ୟାଳୟ ପକ୍ଷରୁ ଏହି ଘଟଣା ସହ ମନ୍ତ୍ରୀଙ୍କ କୌଣସି ସମ୍ପର୍କ ନାହିଁ ବୋଲି କୁହାଯାଇଛି। ପୋଲିସ ସମସ୍ତ ଦିଗରୁ ତଦନ୍ତ ଜାରି ରଖିଛି। [1210, 575, 1470, 722]
kvic-point-num-2: (2) [972, 1913, 985, 1925]
iocl-logo-icon [1324, 1206, 1342, 1224]
masthead-dateline: ସମ୍ବଲପୁର, ତା ୪ ୯। ୨୦୧୪ରିଖ, ଗୁରୁବାର [34, 6, 314, 26]
reg-mark-black-2-icon [790, 2196, 804, 2210]
sub1-bullet-icon [1216, 520, 1226, 530]
iocl-ad-header [1272, 1200, 1468, 1230]
reg-mark-magenta-2-icon [750, 2196, 764, 2210]
reg-mark-magenta-icon [290, 2196, 304, 2210]
col-divider-mid [954, 436, 955, 786]
minister-body-a: ଭୁବନେଶ୍ୱର, ୩।୯ (ବ୍ୟୁରୋ)-ରାଜ୍ୟମନ୍ତ୍ରୀ ବିଜୟଶ୍ରୀ ରାଉତରାୟଙ୍କ ସରକାରୀ ବାସଭବନ ନିକଟରେ ଜଣେ ମହିଳା ନିଜକୁ ଭୁଆଁ ଆସିଥିବା କହି ରୋଗୀଙ୍କୁ ଚିକିତ୍ସା କରୁଥିବା ଅଭିଯୋଗ ହୋଇଛି। ଏଥିନେଇ ଏଲାକାରେ ଭିଡ଼ ଜମିଥିଲା। ଖବର ପାଇ ପୋଲିସ ପହଞ୍ଚି ତଦନ୍ତ ଆରମ୍ଭ କରିଛି। ସ୍ଥାନୀୟ ଲୋକେ କହିଛନ୍ତି ଯେ ଏହା ଅନ୍ଧବିଶ୍ୱାସକୁ ପ୍ରୋତ୍ସାହନ ଦେଉଛି। ଜଣେ ମନ୍ତ୍ରୀଙ୍କ ଘର ପାଖରେ ଏଭଳି ଘଟଣା ଘଟିବା ସମାଲୋଚନାର ବିଷୟ ହୋଇଛି। ବିରୋଧୀ ଦଳ ଏହାକୁ ନେଇ ସରକାରଙ୍କୁ ଟାର୍ଗେଟ କରିଛନ୍ତି। ମନ୍ତ୍ରୀଙ୍କ କାର୍ଯ୍ୟାଳୟ ପକ୍ଷରୁ ଏହି ଘଟଣା ସହ ମନ୍ତ୍ରୀଙ୍କ କୌଣସି ସମ୍ପର୍କ ନାହିଁ ବୋଲି କୁହାଯାଇଛି। ପୋଲିସ ସମସ୍ତ ଦିଗରୁ ତଦନ୍ତ ଜାରି ରଖିଛି। [962, 511, 1200, 658]
masthead-rule [34, 32, 1470, 35]
kvic-point-5 [972, 2033, 1460, 2046]
